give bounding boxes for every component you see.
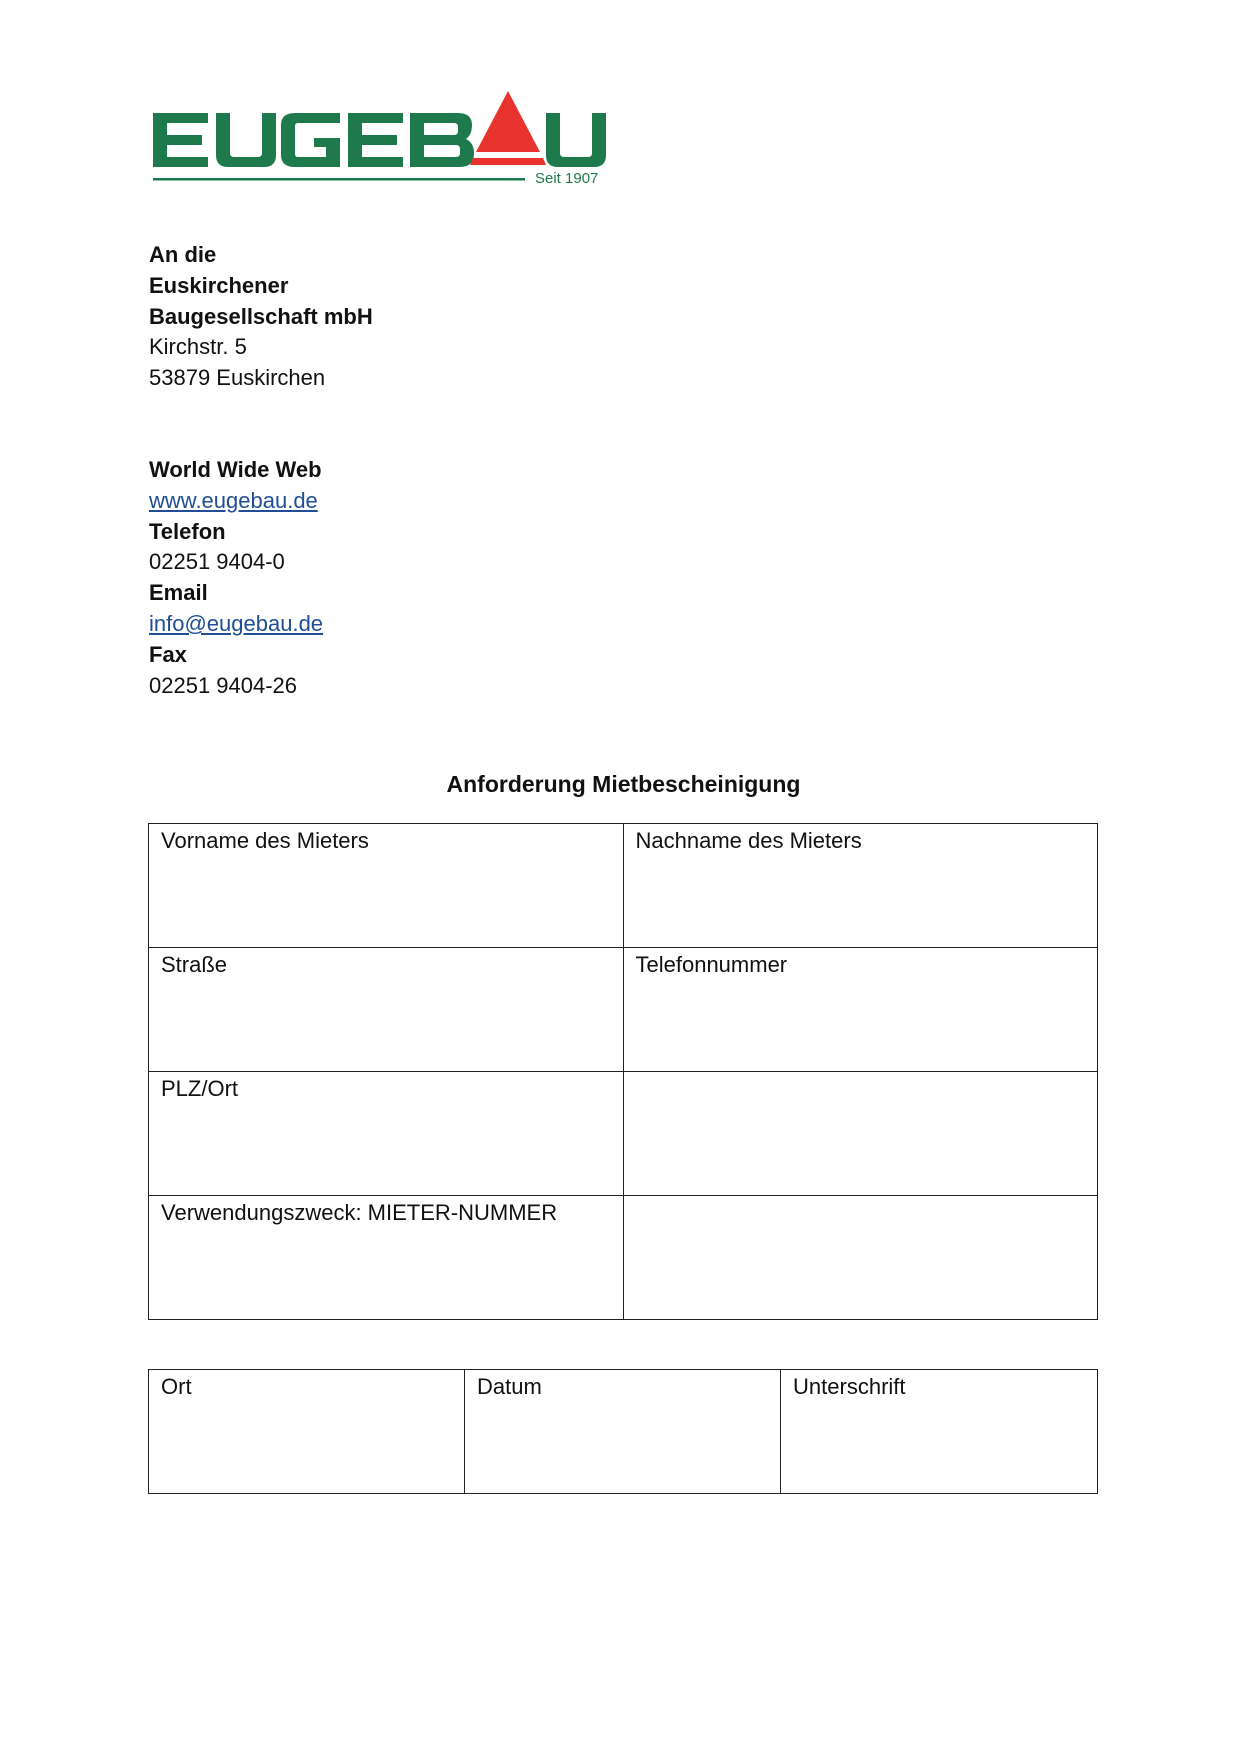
recipient-line: 53879 Euskirchen bbox=[149, 365, 326, 391]
form-cell-purpose[interactable]: Verwendungszweck: MIETER-NUMMER bbox=[149, 1196, 624, 1320]
website-link[interactable]: www.eugebau.de bbox=[149, 487, 318, 513]
email-link[interactable]: info@eugebau.de bbox=[149, 610, 324, 636]
phone-label: Telefon bbox=[149, 518, 226, 544]
form-cell-date[interactable]: Datum bbox=[465, 1370, 781, 1494]
form-row bbox=[149, 824, 1098, 948]
form-row bbox=[149, 1196, 1098, 1320]
recipient-line: An die bbox=[149, 242, 217, 267]
recipient-line: Euskirchener bbox=[149, 272, 289, 298]
form-cell-zip-city[interactable]: PLZ/Ort bbox=[149, 1072, 624, 1196]
form-cell-last-name[interactable]: Nachname des Mieters bbox=[623, 824, 1098, 948]
form-cell-empty[interactable] bbox=[623, 1196, 1098, 1320]
recipient-address bbox=[149, 240, 373, 394]
contact-block bbox=[149, 455, 323, 701]
fax-value: 02251 9404-26 bbox=[149, 672, 298, 698]
form-cell-place[interactable]: Ort bbox=[149, 1370, 465, 1494]
recipient-line: Kirchstr. 5 bbox=[149, 334, 247, 360]
form-cell-street[interactable]: Straße bbox=[149, 948, 624, 1072]
form-row bbox=[149, 948, 1098, 1072]
phone-value: 02251 9404-0 bbox=[149, 549, 285, 575]
signature-table bbox=[148, 1369, 1098, 1494]
form-cell-signature[interactable]: Unterschrift bbox=[781, 1370, 1098, 1494]
signature-row bbox=[149, 1370, 1098, 1494]
web-label: World Wide Web bbox=[149, 457, 322, 482]
form-row bbox=[149, 1072, 1098, 1196]
form-title: Anforderung Mietbescheinigung bbox=[446, 771, 801, 797]
logo-tagline: Seit 1907 bbox=[535, 170, 599, 187]
recipient-line: Baugesellschaft mbH bbox=[149, 303, 373, 329]
form-cell-phone[interactable]: Telefonnummer bbox=[623, 948, 1098, 1072]
form-cell-empty[interactable] bbox=[623, 1072, 1098, 1196]
tenant-form-table bbox=[148, 823, 1098, 1320]
form-cell-first-name[interactable]: Vorname des Mieters bbox=[149, 824, 624, 948]
fax-label: Fax bbox=[149, 641, 187, 667]
email-label: Email bbox=[149, 580, 208, 606]
